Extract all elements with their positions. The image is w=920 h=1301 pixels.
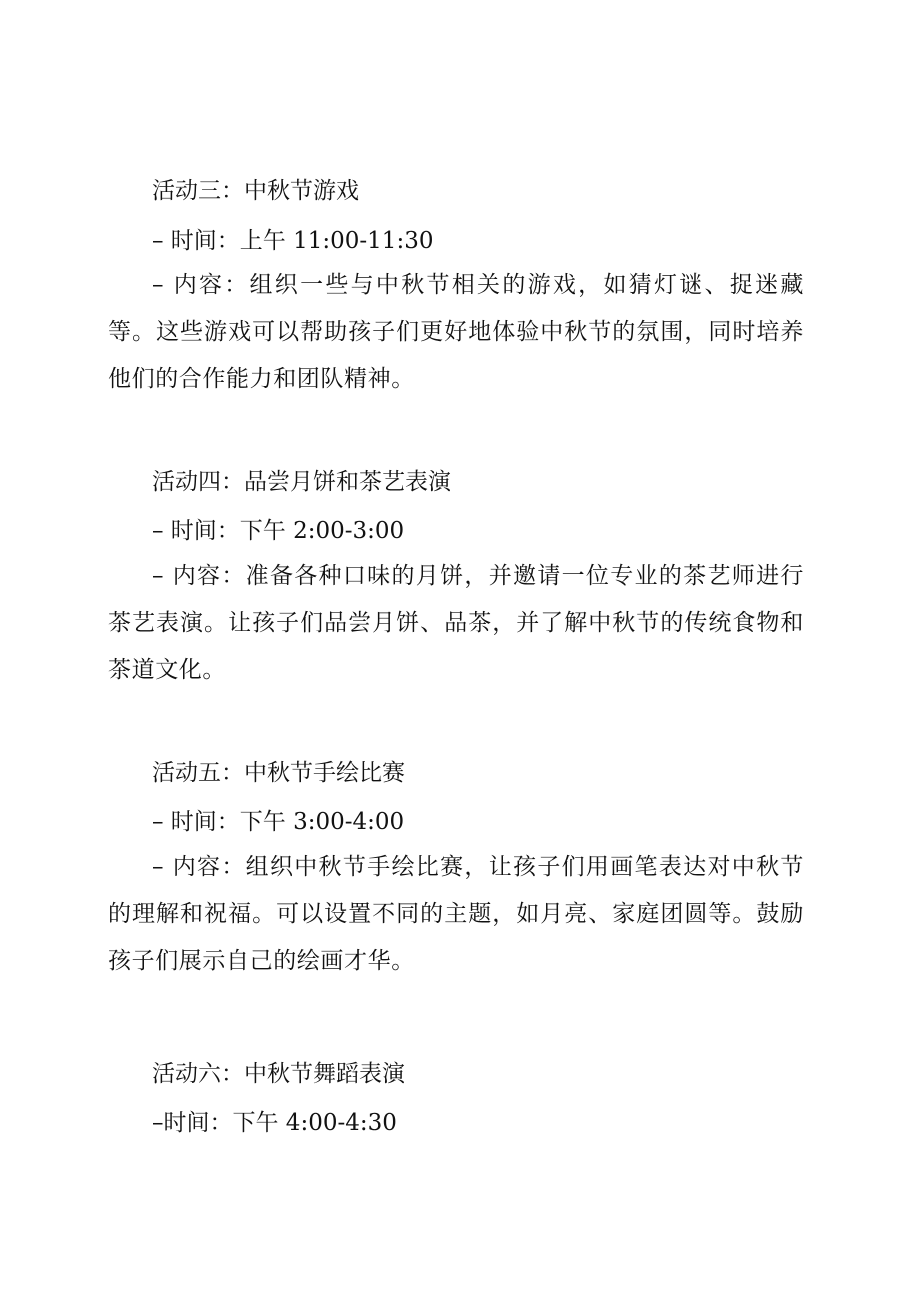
activity-4-time: – 时间：下午 2:00-3:00 xyxy=(152,518,405,544)
activity-4-content: – 内容：准备各种口味的月饼，并邀请一位专业的茶艺师进行茶艺表演。让孩子们品尝月饼、品茶，并了解中秋节的传统食物和茶道文化。 xyxy=(108,563,804,683)
activity-5-content: – 内容：组织中秋节手绘比赛，让孩子们用画笔表达对中秋节的理解和祝福。可以设置不同的主题，如月亮、家庭团圆等。鼓励孩子们展示自己的绘画才华。 xyxy=(108,854,804,974)
activity-3-time: – 时间：上午 11:00-11:30 xyxy=(152,228,434,254)
activity-6-time: –时间：下午 4:00-4:30 xyxy=(152,1110,397,1136)
activity-5-heading: 活动五：中秋节手绘比赛 xyxy=(152,760,405,786)
activity-3-content: – 内容：组织一些与中秋节相关的游戏，如猜灯谜、捉迷藏等。这些游戏可以帮助孩子们更好地体验中秋节的氛围，同时培养他们的合作能力和团队精神。 xyxy=(108,272,804,392)
activity-4-heading: 活动四：品尝月饼和茶艺表演 xyxy=(152,469,451,495)
activity-3-heading: 活动三：中秋节游戏 xyxy=(152,178,359,204)
activity-5-time: – 时间：下午 3:00-4:00 xyxy=(152,809,405,835)
activity-6-heading: 活动六：中秋节舞蹈表演 xyxy=(152,1061,405,1087)
